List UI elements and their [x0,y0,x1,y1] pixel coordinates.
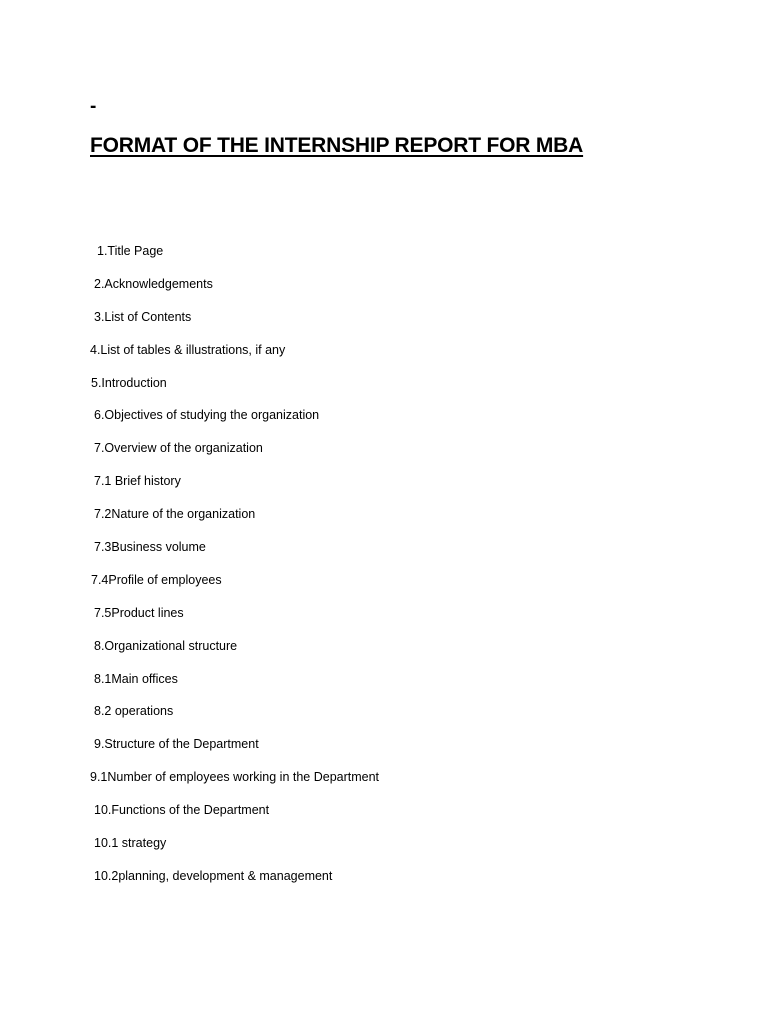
list-item: 9.Structure of the Department [94,737,259,752]
list-item: 3.List of Contents [94,309,192,324]
list-item: 7.5Product lines [94,605,184,620]
list-item: 7.Overview of the organization [94,441,263,456]
list-item: 1.Title Page [97,244,164,258]
list-item: 6.Objectives of studying the organization [94,408,320,423]
list-item: 8.1Main offices [94,671,178,686]
list-item: 10.Functions of the Department [94,803,270,818]
list-item: 7.4Profile of employees [91,572,222,587]
list-item: 4.List of tables & illustrations, if any [90,342,286,357]
list-item: 2.Acknowledgements [94,276,213,291]
list-item: 7.3Business volume [94,540,206,555]
list-item: 8.2 operations [94,704,174,719]
list-item: 7.1 Brief history [94,474,181,489]
contents-list [0,242,768,900]
list-item: 10.1 strategy [94,836,167,851]
document-title: FORMAT OF THE INTERNSHIP REPORT FOR MBA [90,134,584,157]
list-item: 10.2planning, development & management [94,868,333,883]
list-item: 7.2Nature of the organization [94,507,256,522]
list-item: 8.Organizational structure [94,638,238,653]
list-item: 5.Introduction [91,375,167,390]
list-item: 9.1Number of employees working in the Department [90,770,380,785]
leading-dash: - [90,96,97,117]
